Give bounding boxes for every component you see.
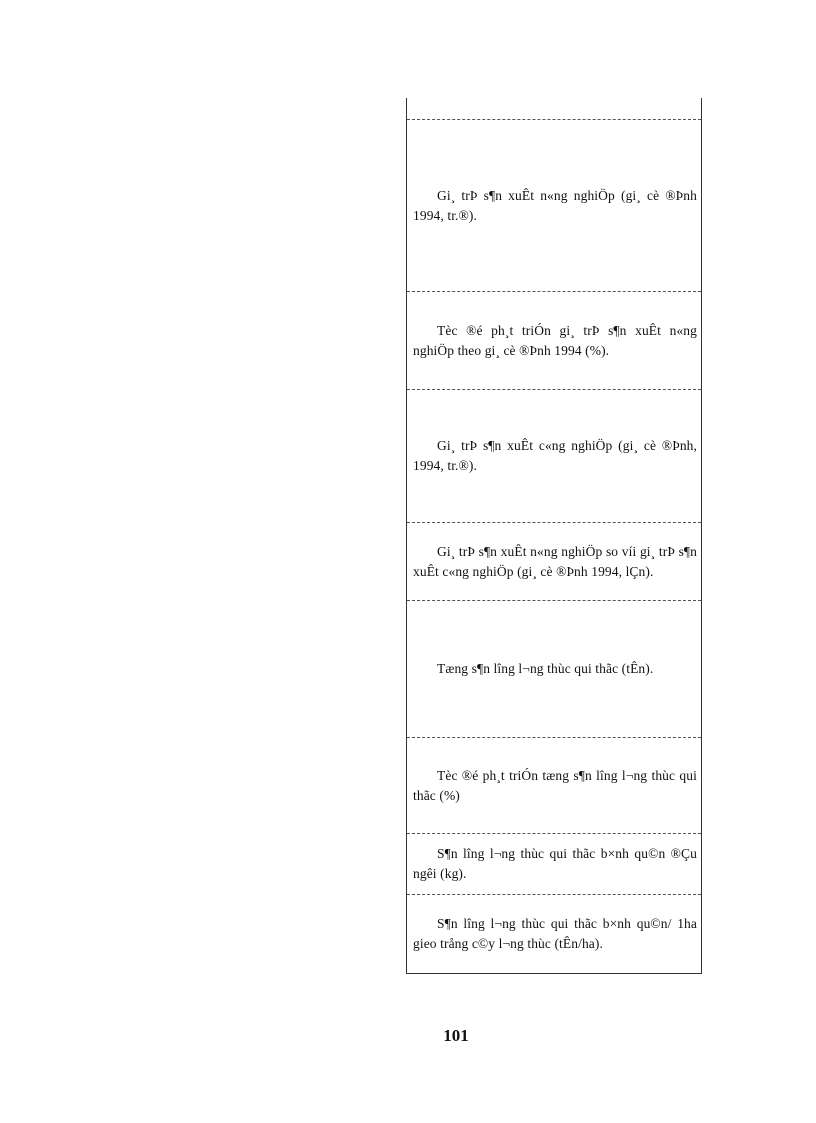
row-text: Tèc ®é ph¸t triÓn tæng s¶n lîng l¬ng thùc qui thãc (%) [413, 767, 697, 803]
table-row [407, 522, 701, 600]
table-row [407, 119, 701, 291]
table-row [407, 894, 701, 973]
table-row [407, 389, 701, 522]
table-row-empty [407, 98, 701, 119]
row-text: S¶n lîng l¬ng thùc qui thãc b×nh qu©n/ 1ha gieo trång c©y l¬ng thùc (tÊn/ha). [413, 916, 697, 951]
row-text: Gi¸ trÞ s¶n xuÊt n«ng nghiÖp so víi gi¸ trÞ s¶n xuÊt c«ng nghiÖp (gi¸ cè ®Þnh 1994, lÇn). [413, 543, 697, 579]
table-row [407, 737, 701, 833]
indicator-table-column [406, 98, 702, 974]
page-number: 101 [443, 1026, 469, 1045]
row-text: Tæng s¶n lîng l¬ng thùc qui thãc (tÊn). [437, 661, 654, 676]
table-row [407, 833, 701, 894]
row-text: Gi¸ trÞ s¶n xuÊt c«ng nghiÖp (gi¸ cè ®Þnh, 1994, tr.®). [413, 438, 697, 473]
row-text: Tèc ®é ph¸t triÓn gi¸ trÞ s¶n xuÊt n«ng nghiÖp theo gi¸ cè ®Þnh 1994 (%). [413, 322, 697, 358]
row-text: S¶n lîng l¬ng thùc qui thãc b×nh qu©n ®Çu ngêi (kg). [413, 846, 697, 881]
table-row [407, 600, 701, 737]
table-row [407, 291, 701, 389]
row-text: Gi¸ trÞ s¶n xuÊt n«ng nghiÖp (gi¸ cè ®Þnh 1994, tr.®). [413, 187, 697, 223]
